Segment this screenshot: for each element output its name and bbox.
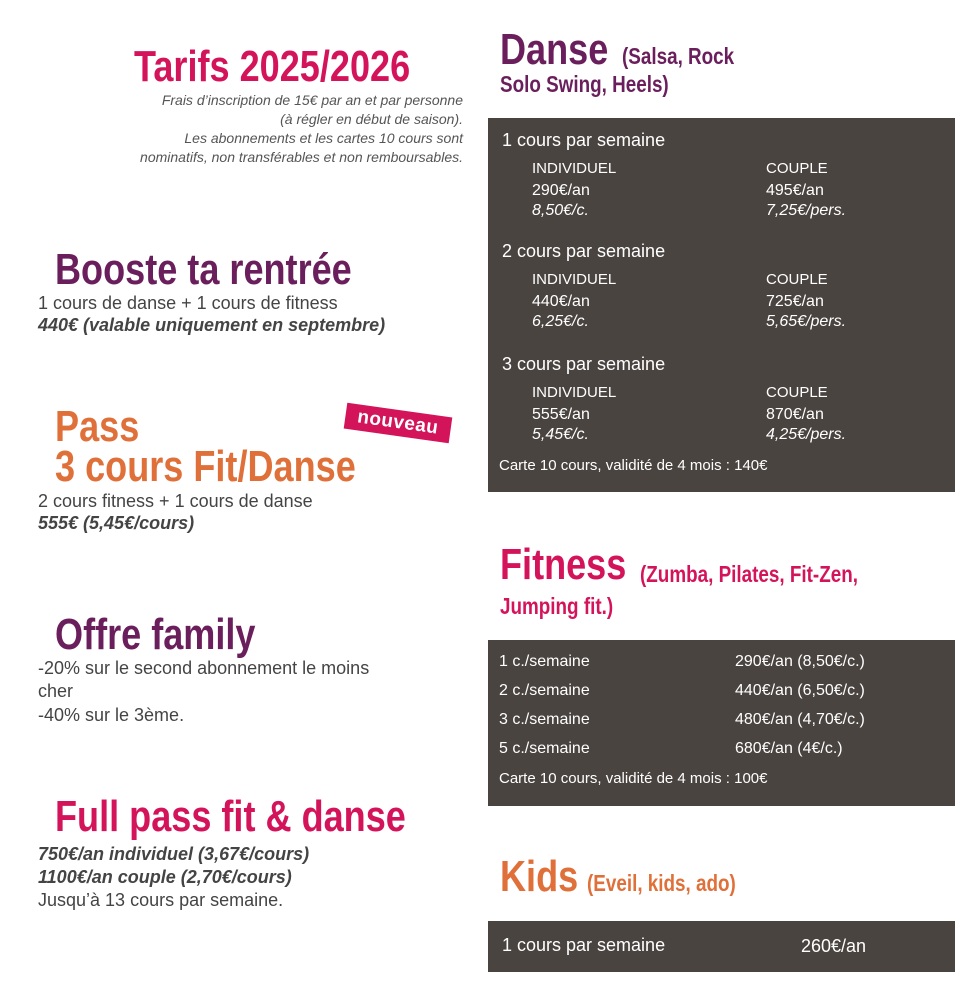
pass-line-1: 2 cours fitness + 1 cours de danse bbox=[38, 491, 313, 511]
danse-title: Danse bbox=[500, 25, 609, 74]
danse-block-3-cpl-price: 870€/an bbox=[766, 406, 824, 423]
nouveau-badge: nouveau bbox=[344, 403, 452, 443]
danse-price-box bbox=[488, 118, 955, 492]
kids-title: Kids bbox=[500, 852, 579, 901]
family-title: Offre family bbox=[55, 610, 256, 659]
tarifs-title: Tarifs 2025/2026 bbox=[134, 42, 411, 91]
kids-price-box bbox=[488, 921, 955, 972]
tarifs-note-4: nominatifs, non transférables et non remboursables. bbox=[140, 149, 463, 165]
danse-block-3-ind-price: 555€/an bbox=[532, 406, 590, 423]
fitness-sub-1: (Zumba, Pilates, Fit-Zen, bbox=[640, 561, 858, 587]
booste-line-2: 440€ (valable uniquement en septembre) bbox=[38, 315, 386, 335]
kids-sub: (Eveil, kids, ado) bbox=[587, 870, 736, 896]
danse-block-2-cpl-label: COUPLE bbox=[766, 271, 828, 288]
fitness-row-3-label: 3 c./semaine bbox=[499, 711, 590, 728]
fullpass-line-1: 750€/an individuel (3,67€/cours) bbox=[38, 844, 310, 864]
danse-block-3-cpl-label: COUPLE bbox=[766, 384, 828, 401]
fullpass-line-2: 1100€/an couple (2,70€/cours) bbox=[38, 867, 292, 887]
danse-block-1-cpl-price: 495€/an bbox=[766, 182, 824, 199]
kids-label: 1 cours par semaine bbox=[502, 935, 666, 955]
pass-title-2: 3 cours Fit/Danse bbox=[55, 442, 356, 491]
booste-title: Booste ta rentrée bbox=[55, 245, 352, 294]
fitness-row-4-price: 680€/an (4€/c.) bbox=[735, 740, 843, 757]
danse-block-3-ind-label: INDIVIDUEL bbox=[532, 384, 617, 401]
danse-block-1-cpl-label: COUPLE bbox=[766, 160, 828, 177]
fitness-row-1-price: 290€/an (8,50€/c.) bbox=[735, 653, 865, 670]
fitness-row-2-label: 2 c./semaine bbox=[499, 682, 590, 699]
danse-sub-2: Solo Swing, Heels) bbox=[500, 71, 669, 97]
fitness-row-1-label: 1 c./semaine bbox=[499, 653, 590, 670]
danse-block-1-cpl-unit: 7,25€/pers. bbox=[766, 202, 847, 219]
danse-block-1-ind-price: 290€/an bbox=[532, 182, 590, 199]
danse-block-2-cpl-unit: 5,65€/pers. bbox=[766, 313, 847, 330]
kids-price: 260€/an bbox=[801, 936, 867, 956]
tarifs-note-2: (à régler en début de saison). bbox=[280, 111, 463, 127]
danse-block-2-ind-unit: 6,25€/c. bbox=[532, 313, 589, 330]
family-line-2: cher bbox=[38, 681, 74, 701]
danse-block-3-cpl-unit: 4,25€/pers. bbox=[766, 426, 847, 443]
fitness-row-4-label: 5 c./semaine bbox=[499, 740, 590, 757]
danse-block-1-ind-label: INDIVIDUEL bbox=[532, 160, 617, 177]
danse-carte: Carte 10 cours, validité de 4 mois : 140€ bbox=[499, 457, 768, 474]
family-line-1: -20% sur le second abonnement le moins bbox=[38, 658, 370, 678]
danse-block-2-heading: 2 cours par semaine bbox=[502, 241, 666, 261]
danse-sub-1: (Salsa, Rock bbox=[622, 43, 735, 69]
danse-block-3-heading: 3 cours par semaine bbox=[502, 354, 666, 374]
pass-title-1: Pass bbox=[55, 402, 140, 451]
danse-block-3-ind-unit: 5,45€/c. bbox=[532, 426, 589, 443]
booste-line-1: 1 cours de danse + 1 cours de fitness bbox=[38, 293, 338, 313]
danse-block-2-cpl-price: 725€/an bbox=[766, 293, 824, 310]
fullpass-title: Full pass fit & danse bbox=[55, 792, 406, 841]
fitness-sub-2: Jumping fit.) bbox=[500, 593, 614, 619]
fitness-price-box bbox=[488, 640, 955, 806]
family-line-3: -40% sur le 3ème. bbox=[38, 705, 185, 725]
danse-block-1-heading: 1 cours par semaine bbox=[502, 130, 666, 150]
fitness-title: Fitness bbox=[500, 540, 627, 589]
tarifs-note-1: Frais d’inscription de 15€ par an et par personne bbox=[161, 92, 463, 108]
fitness-row-2-price: 440€/an (6,50€/c.) bbox=[735, 682, 865, 699]
tarifs-notes bbox=[23, 91, 463, 167]
tarifs-note-3: Les abonnements et les cartes 10 cours sont bbox=[184, 130, 463, 146]
pass-line-2: 555€ (5,45€/cours) bbox=[38, 513, 195, 533]
danse-block-1-ind-unit: 8,50€/c. bbox=[532, 202, 589, 219]
fullpass-line-3: Jusqu’à 13 cours par semaine. bbox=[38, 890, 284, 910]
danse-block-2-ind-label: INDIVIDUEL bbox=[532, 271, 617, 288]
fitness-carte: Carte 10 cours, validité de 4 mois : 100€ bbox=[499, 770, 768, 787]
fitness-row-3-price: 480€/an (4,70€/c.) bbox=[735, 711, 865, 728]
danse-block-2-ind-price: 440€/an bbox=[532, 293, 590, 310]
